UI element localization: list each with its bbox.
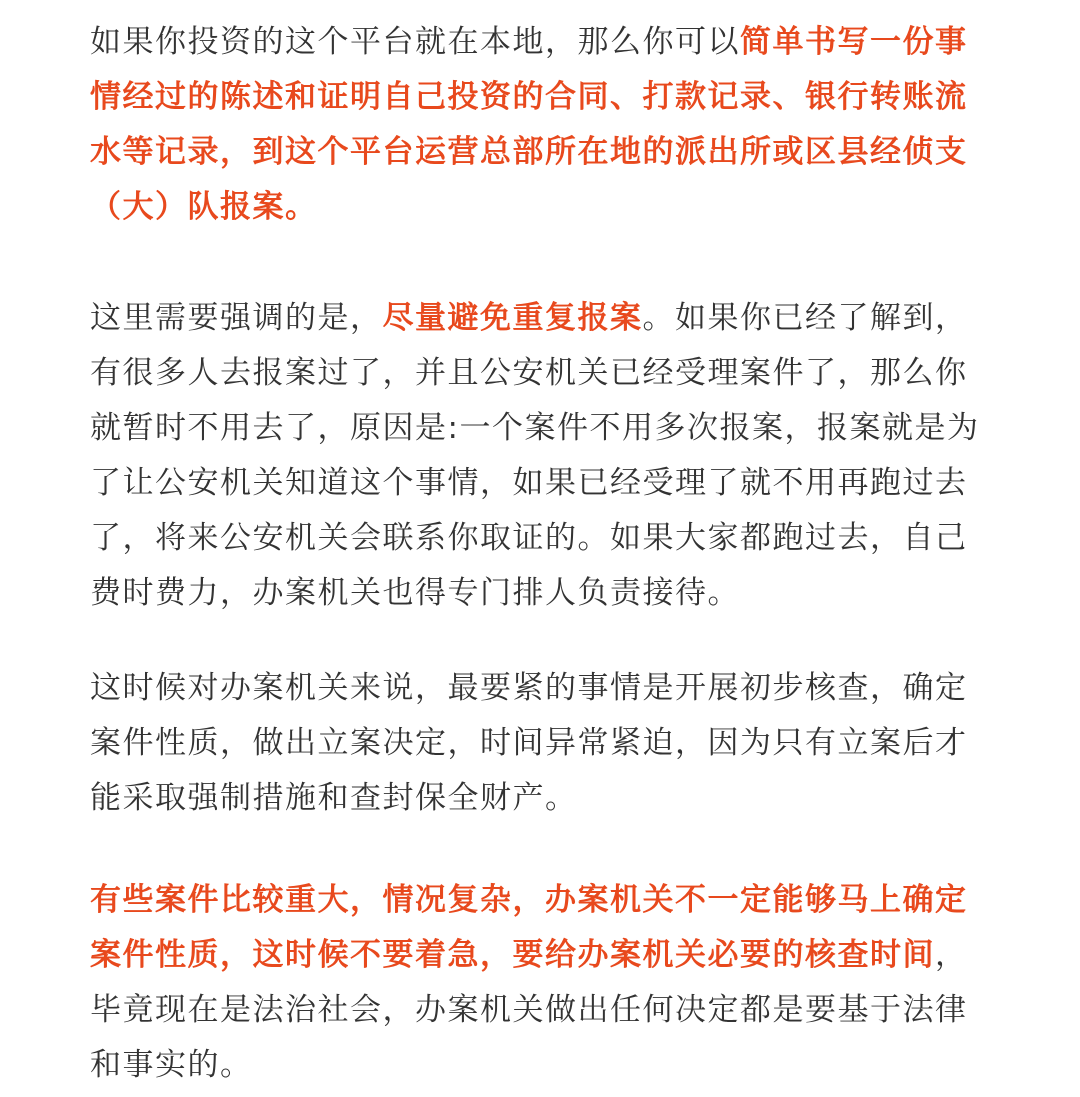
paragraph-line	[90, 661, 1000, 716]
highlighted-text-run: 有些案件比较重大，情况复杂，办案机关不一定能够马上确定	[90, 882, 968, 918]
paragraph-line	[90, 70, 1000, 125]
paragraph-line	[90, 511, 1000, 566]
highlighted-text-run: 案件性质，这时候不要着急，要给办案机关必要的核查时间	[90, 937, 935, 973]
text-run: 这里需要强调的是，	[90, 300, 383, 336]
text-run: 毕竟现在是法治社会，办案机关做出任何决定都是要基于法律	[90, 992, 968, 1028]
paragraph-line	[90, 291, 1000, 346]
text-run: 费时费力，办案机关也得专门排人负责接待。	[90, 575, 740, 611]
paragraph-3	[90, 661, 1000, 826]
text-run: 如果你投资的这个平台就在本地，那么你可以	[90, 24, 740, 60]
text-run: 。如果你已经了解到，	[642, 300, 968, 336]
text-run: 了，将来公安机关会联系你取证的。如果大家都跑过去，自己	[90, 520, 968, 556]
highlighted-text-run: 简单书写一份事	[740, 24, 968, 60]
highlighted-text-run: 情经过的陈述和证明自己投资的合同、打款记录、银行转账流	[90, 79, 968, 115]
text-run: ，	[935, 937, 968, 973]
paragraph-line	[90, 771, 1000, 826]
paragraph-line	[90, 346, 1000, 401]
paragraph-line	[90, 15, 1000, 70]
paragraph-line	[90, 566, 1000, 621]
paragraph-line	[90, 873, 1000, 928]
paragraph-line	[90, 928, 1000, 983]
text-run: 和事实的。	[90, 1047, 253, 1083]
paragraph-line	[90, 456, 1000, 511]
text-run: 有很多人去报案过了，并且公安机关已经受理案件了，那么你	[90, 355, 968, 391]
text-run: 这时候对办案机关来说，最要紧的事情是开展初步核查，确定	[90, 670, 968, 706]
paragraph-4	[90, 873, 1000, 1093]
paragraph-line	[90, 983, 1000, 1038]
highlighted-text-run: 水等记录，到这个平台运营总部所在地的派出所或区县经侦支	[90, 134, 968, 170]
highlighted-text-run: （大）队报案。	[90, 189, 318, 225]
highlighted-text-run: 尽量避免重复报案	[382, 300, 643, 336]
paragraph-2	[90, 291, 1000, 621]
text-run: 能采取强制措施和查封保全财产。	[90, 780, 578, 816]
text-run: 就暂时不用去了，原因是:一个案件不用多次报案，报案就是为	[90, 410, 980, 446]
text-run: 了让公安机关知道这个事情，如果已经受理了就不用再跑过去	[90, 465, 968, 501]
paragraph-line	[90, 716, 1000, 771]
paragraph-line	[90, 125, 1000, 180]
text-run: 案件性质，做出立案决定，时间异常紧迫，因为只有立案后才	[90, 725, 968, 761]
paragraph-line	[90, 180, 1000, 235]
paragraph-line	[90, 401, 1000, 456]
paragraph-1	[90, 15, 1000, 235]
paragraph-line	[90, 1038, 1000, 1093]
